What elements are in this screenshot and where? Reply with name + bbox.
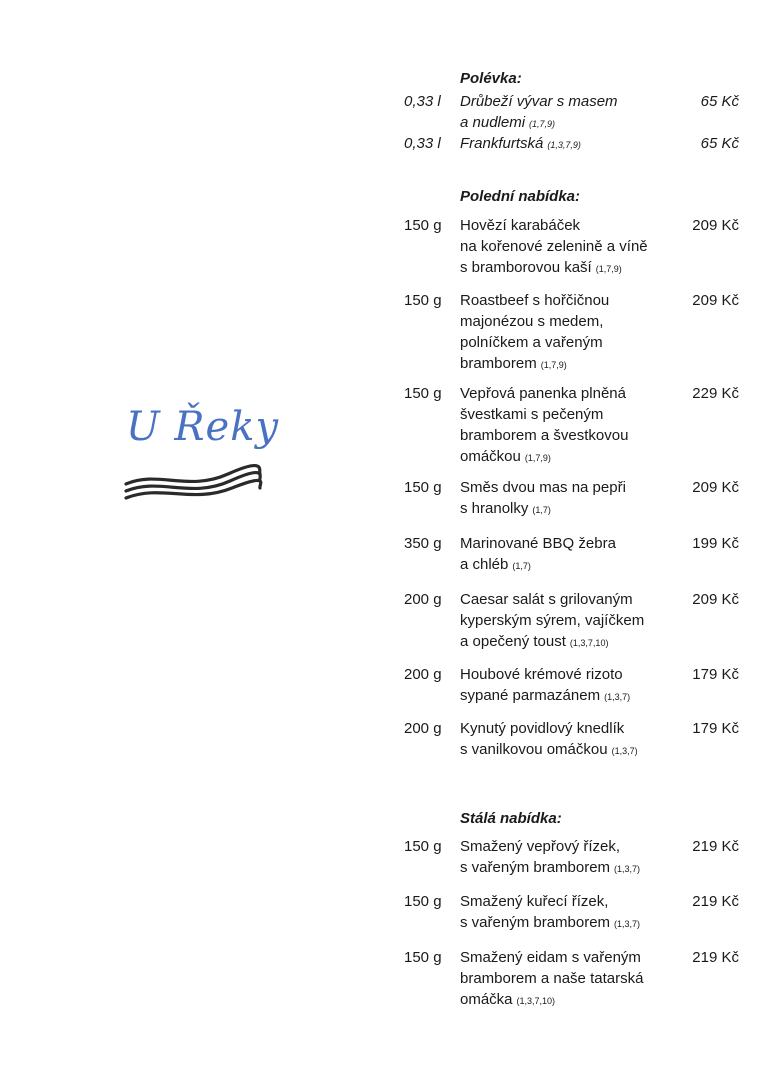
item-name-line [460,311,670,332]
item-name-text: majonézou s medem, [460,313,604,330]
allergens: (1,7,9) [595,264,622,274]
item-name-text: s vařeným bramborem [460,859,611,876]
item-name-line [460,610,670,631]
item-name-line [460,857,670,880]
item-name-text: omáčkou [460,448,521,465]
item-name-text: Vepřová panenka plněná [460,385,626,402]
item-quantity: 150 g [404,385,442,402]
allergens: (1,3,7,10) [516,996,556,1006]
item-name-text: s vařeným bramborem [460,914,611,931]
item-name-text: Frankfurtská [460,135,544,152]
item-quantity: 350 g [404,535,442,552]
item-quantity: 150 g [404,292,442,309]
item-name-text: Drůbeží vývar s masem [460,93,618,110]
allergens: (1,7,9) [529,119,556,129]
item-name-line [460,383,670,404]
section-title: Stálá nabídka: [460,810,562,827]
item-price: 199 Kč [692,535,739,552]
item-name-line [460,718,670,739]
item-quantity: 150 g [404,838,442,855]
item-name-text: Smažený eidam s vařeným [460,949,641,966]
item-price: 65 Kč [700,93,739,110]
item-price: 219 Kč [692,949,739,966]
item-name-text: s hranolky [460,500,529,517]
logo [118,404,280,504]
item-name-line [460,290,670,311]
item-name-line [460,968,670,989]
item-name [460,718,670,762]
item-name-line [460,631,670,654]
item-quantity: 0,33 l [404,93,441,110]
item-name-text: s bramborovou kaší [460,259,592,276]
item-name-line [460,912,670,935]
item-name-text: a opečený toust [460,633,566,650]
item-name-line [460,425,670,446]
allergens: (1,3,7) [614,919,641,929]
item-quantity: 200 g [404,591,442,608]
item-quantity: 150 g [404,949,442,966]
item-name-text: švestkami s pečeným [460,406,604,423]
section-title: Polední nabídka: [460,188,581,205]
item-name-text: na kořenové zelenině a víně [460,238,648,255]
item-quantity: 200 g [404,666,442,683]
item-name-text: a nudlemi [460,114,526,131]
item-name-line [460,477,670,498]
item-name [460,383,670,469]
item-quantity: 0,33 l [404,135,441,152]
item-name-line [460,257,670,280]
item-name-text: Smažený kuřecí řízek, [460,893,609,910]
item-name [460,836,670,880]
item-name-text: a chléb [460,556,509,573]
item-name-text: bramborem [460,355,537,372]
item-name-text: polníčkem a vařeným [460,334,603,351]
item-name-line [460,91,670,112]
item-name [460,477,670,521]
item-name-text: bramborem a naše tatarská [460,970,644,987]
allergens: (1,3,7,9) [547,140,581,150]
item-name-line [460,739,670,762]
item-price: 65 Kč [700,135,739,152]
item-price: 219 Kč [692,838,739,855]
allergens: (1,7) [512,561,531,571]
allergens: (1,7,9) [524,453,551,463]
section-title: Polévka: [460,70,522,87]
logo-text: U Řeky [126,404,280,450]
item-name-line [460,498,670,521]
item-name-text: Marinované BBQ žebra [460,535,616,552]
item-name-line [460,332,670,353]
item-name-text: s vanilkovou omáčkou [460,741,608,758]
item-price: 209 Kč [692,292,739,309]
item-price: 209 Kč [692,217,739,234]
item-name-text: kyperským sýrem, vajíčkem [460,612,645,629]
item-price: 209 Kč [692,591,739,608]
item-name-line [460,133,670,156]
item-name-line [460,589,670,610]
item-quantity: 150 g [404,893,442,910]
item-price: 179 Kč [692,720,739,737]
item-name-line [460,836,670,857]
item-name-text: Roastbeef s hořčičnou [460,292,610,309]
item-name-line [460,215,670,236]
item-quantity: 200 g [404,720,442,737]
item-name-line [460,989,670,1012]
item-name-line [460,353,670,376]
item-name-text: Hovězí karabáček [460,217,581,234]
item-name-line [460,112,670,135]
item-name [460,215,670,280]
item-name-line [460,891,670,912]
item-name-line [460,404,670,425]
item-name [460,290,670,376]
item-name [460,91,670,135]
item-name [460,664,670,708]
item-price: 209 Kč [692,479,739,496]
allergens: (1,3,7) [604,692,631,702]
item-price: 229 Kč [692,385,739,402]
item-name-text: Houbové krémové rizoto [460,666,623,683]
item-name [460,891,670,935]
allergens: (1,3,7) [614,864,641,874]
allergens: (1,7) [532,505,551,515]
allergens: (1,7,9) [540,360,567,370]
item-name-text: Kynutý povidlový knedlík [460,720,625,737]
item-name-text: sypané parmazánem [460,687,601,704]
allergens: (1,3,7) [611,746,638,756]
item-quantity: 150 g [404,217,442,234]
item-name-text: Směs dvou mas na pepři [460,479,626,496]
item-name [460,133,670,156]
item-name [460,589,670,654]
item-quantity: 150 g [404,479,442,496]
item-name-line [460,554,670,577]
item-name-line [460,685,670,708]
allergens: (1,3,7,10) [569,638,609,648]
item-name-line [460,664,670,685]
item-name-text: omáčka [460,991,513,1008]
item-name-line [460,236,670,257]
wave-icon [118,462,268,502]
item-name-text: bramborem a švestkovou [460,427,629,444]
item-price: 179 Kč [692,666,739,683]
item-name [460,533,670,577]
item-name-text: Smažený vepřový řízek, [460,838,621,855]
item-name [460,947,670,1012]
item-name-text: Caesar salát s grilovaným [460,591,633,608]
item-name-line [460,533,670,554]
item-name-line [460,446,670,469]
item-price: 219 Kč [692,893,739,910]
item-name-line [460,947,670,968]
